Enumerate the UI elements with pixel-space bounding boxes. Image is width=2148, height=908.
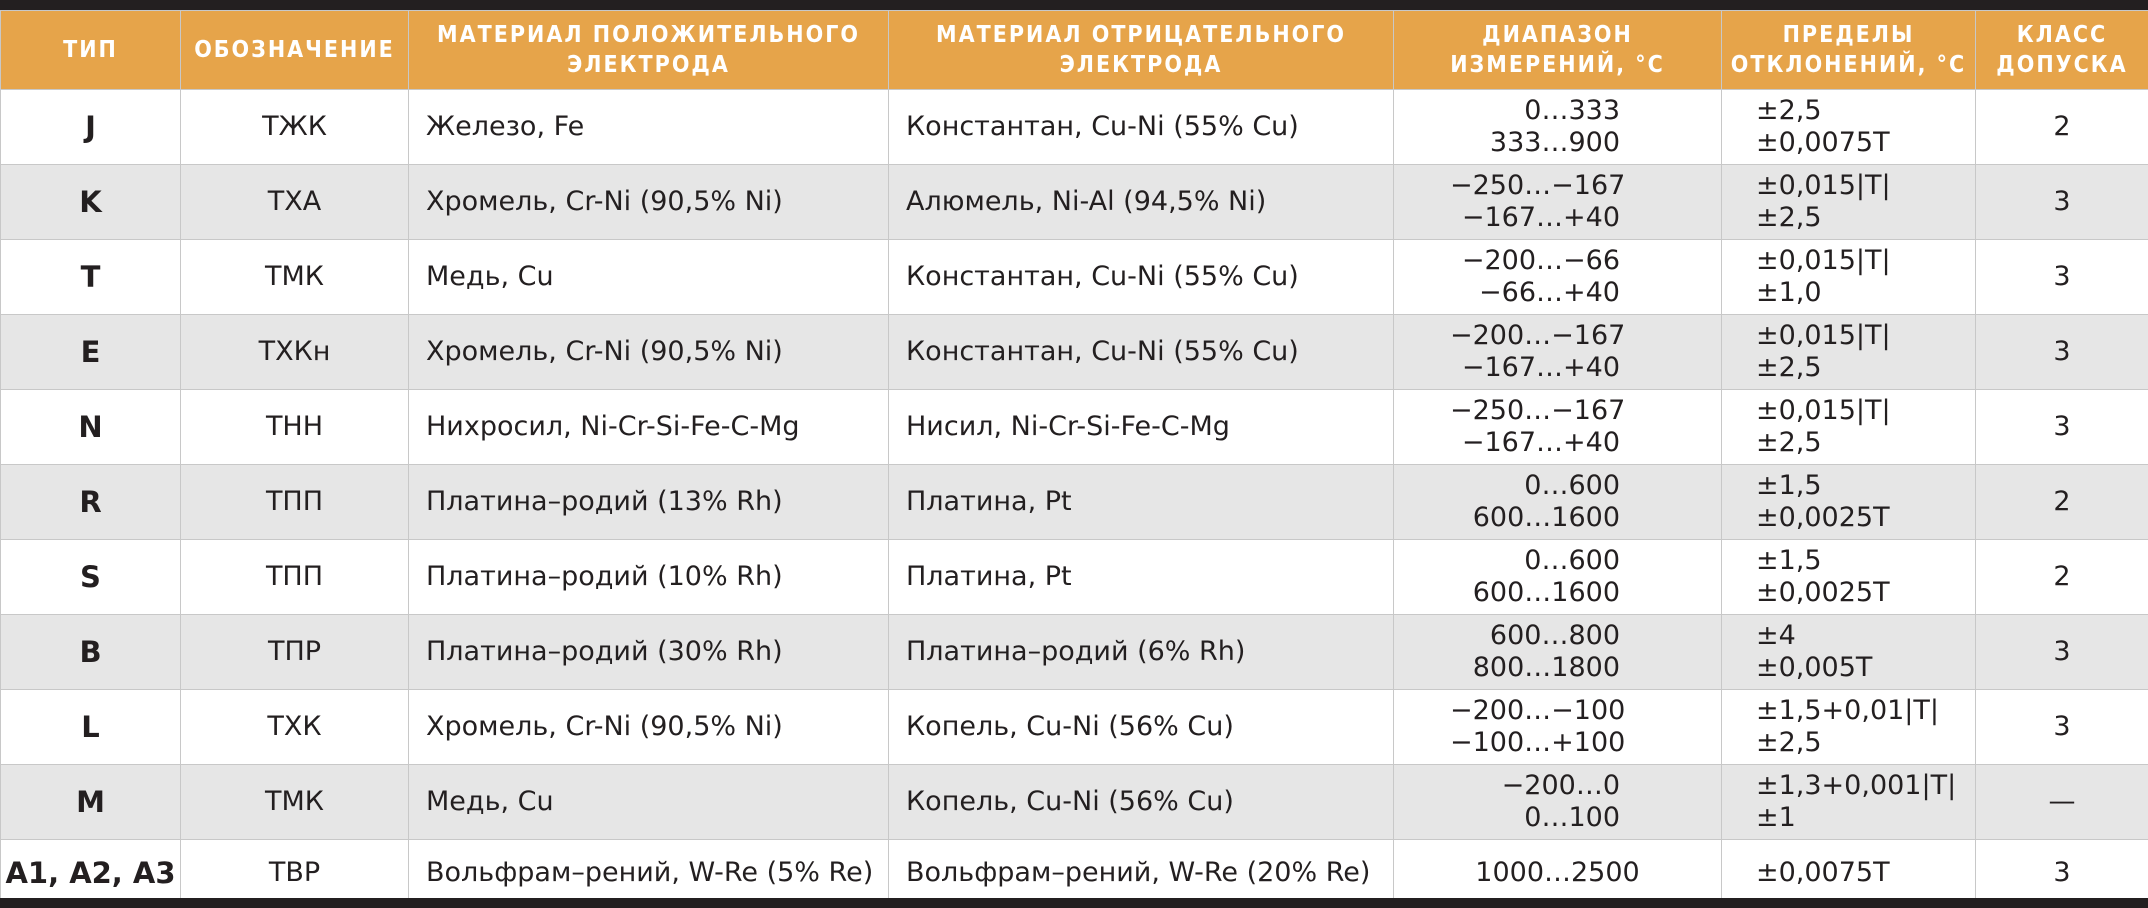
cell-code: ТПП [181, 465, 409, 540]
table-row [1, 765, 2148, 840]
cell-code: ТХК [181, 690, 409, 765]
cell-deviation: ±4 ±0,005T [1722, 615, 1976, 690]
cell-negative-electrode: Константан, Cu-Ni (55% Cu) [889, 90, 1394, 165]
cell-code: ТЖК [181, 90, 409, 165]
table-row [1, 240, 2148, 315]
cell-code: ТВР [181, 840, 409, 907]
cell-type: K [1, 165, 181, 240]
cell-tolerance-class: 3 [1976, 315, 2148, 390]
table-row [1, 90, 2148, 165]
cell-positive-electrode: Медь, Cu [409, 765, 889, 840]
cell-type: L [1, 690, 181, 765]
cell-type: E [1, 315, 181, 390]
cell-deviation: ±1,5 ±0,0025T [1722, 540, 1976, 615]
table-row [1, 315, 2148, 390]
cell-positive-electrode: Хромель, Cr-Ni (90,5% Ni) [409, 315, 889, 390]
cell-negative-electrode: Константан, Cu-Ni (55% Cu) [889, 240, 1394, 315]
thermocouple-table [0, 10, 2148, 907]
cell-type: S [1, 540, 181, 615]
cell-deviation: ±0,015|T| ±2,5 [1722, 390, 1976, 465]
table-row [1, 690, 2148, 765]
cell-code: ТХКн [181, 315, 409, 390]
table-row [1, 615, 2148, 690]
cell-code: ТНН [181, 390, 409, 465]
cell-deviation: ±0,015|T| ±2,5 [1722, 315, 1976, 390]
cell-positive-electrode: Платина–родий (13% Rh) [409, 465, 889, 540]
header-row [1, 11, 2148, 90]
header-tolerance-class: КЛАСС ДОПУСКА [1976, 11, 2148, 90]
cell-tolerance-class: 2 [1976, 90, 2148, 165]
cell-positive-electrode: Хромель, Cr-Ni (90,5% Ni) [409, 165, 889, 240]
cell-tolerance-class: 3 [1976, 840, 2148, 907]
cell-tolerance-class: 2 [1976, 540, 2148, 615]
cell-positive-electrode: Вольфрам–рений, W-Re (5% Re) [409, 840, 889, 907]
cell-tolerance-class: 2 [1976, 465, 2148, 540]
cell-code: ТПР [181, 615, 409, 690]
table-row [1, 165, 2148, 240]
cell-code: ТХА [181, 165, 409, 240]
cell-positive-electrode: Медь, Cu [409, 240, 889, 315]
cell-positive-electrode: Хромель, Cr-Ni (90,5% Ni) [409, 690, 889, 765]
cell-range: 1000…2500 [1394, 840, 1722, 907]
cell-code: ТМК [181, 240, 409, 315]
table-row [1, 390, 2148, 465]
cell-positive-electrode: Железо, Fe [409, 90, 889, 165]
header-type: ТИП [1, 11, 181, 90]
cell-negative-electrode: Вольфрам–рений, W-Re (20% Re) [889, 840, 1394, 907]
header-deviation: ПРЕДЕЛЫ ОТКЛОНЕНИЙ, °С [1722, 11, 1976, 90]
cell-negative-electrode: Копель, Cu-Ni (56% Cu) [889, 690, 1394, 765]
cell-deviation: ±1,5+0,01|T| ±2,5 [1722, 690, 1976, 765]
cell-deviation: ±0,0075T [1722, 840, 1976, 907]
cell-range: −250…−167 −167…+40 [1394, 390, 1722, 465]
header-negative-electrode: МАТЕРИАЛ ОТРИЦАТЕЛЬНОГО ЭЛЕКТРОДА [889, 11, 1394, 90]
cell-range: −200…−167 −167…+40 [1394, 315, 1722, 390]
cell-positive-electrode: Платина–родий (30% Rh) [409, 615, 889, 690]
cell-deviation: ±0,015|T| ±1,0 [1722, 240, 1976, 315]
cell-deviation: ±1,5 ±0,0025T [1722, 465, 1976, 540]
cell-type: R [1, 465, 181, 540]
cell-deviation: ±2,5 ±0,0075T [1722, 90, 1976, 165]
cell-tolerance-class: 3 [1976, 240, 2148, 315]
header-code: ОБОЗНАЧЕНИЕ [181, 11, 409, 90]
cell-tolerance-class: 3 [1976, 615, 2148, 690]
cell-range: 0…600 600…1600 [1394, 540, 1722, 615]
cell-tolerance-class: 3 [1976, 690, 2148, 765]
table-row [1, 540, 2148, 615]
cell-type: N [1, 390, 181, 465]
cell-tolerance-class: 3 [1976, 165, 2148, 240]
cell-type: B [1, 615, 181, 690]
cell-type: J [1, 90, 181, 165]
cell-positive-electrode: Нихросил, Ni-Cr-Si-Fe-C-Mg [409, 390, 889, 465]
header-positive-electrode: МАТЕРИАЛ ПОЛОЖИТЕЛЬНОГО ЭЛЕКТРОДА [409, 11, 889, 90]
cell-negative-electrode: Платина, Pt [889, 540, 1394, 615]
cell-type: A1, A2, A3 [1, 840, 181, 907]
cell-negative-electrode: Копель, Cu-Ni (56% Cu) [889, 765, 1394, 840]
cell-tolerance-class: — [1976, 765, 2148, 840]
cell-range: 0…333 333…900 [1394, 90, 1722, 165]
cell-negative-electrode: Константан, Cu-Ni (55% Cu) [889, 315, 1394, 390]
cell-range: 600…800 800…1800 [1394, 615, 1722, 690]
cell-range: −200…−100 −100…+100 [1394, 690, 1722, 765]
cell-range: −250…−167 −167…+40 [1394, 165, 1722, 240]
cell-negative-electrode: Нисил, Ni-Cr-Si-Fe-C-Mg [889, 390, 1394, 465]
cell-negative-electrode: Алюмель, Ni-Al (94,5% Ni) [889, 165, 1394, 240]
table-row [1, 465, 2148, 540]
cell-negative-electrode: Платина, Pt [889, 465, 1394, 540]
bottom-rule [0, 898, 2148, 908]
cell-type: M [1, 765, 181, 840]
cell-range: −200…−66 −66…+40 [1394, 240, 1722, 315]
cell-deviation: ±0,015|T| ±2,5 [1722, 165, 1976, 240]
cell-positive-electrode: Платина–родий (10% Rh) [409, 540, 889, 615]
header-range: ДИАПАЗОН ИЗМЕРЕНИЙ, °С [1394, 11, 1722, 90]
cell-negative-electrode: Платина–родий (6% Rh) [889, 615, 1394, 690]
cell-code: ТПП [181, 540, 409, 615]
cell-code: ТМК [181, 765, 409, 840]
cell-range: 0…600 600…1600 [1394, 465, 1722, 540]
table-row [1, 840, 2148, 907]
cell-tolerance-class: 3 [1976, 390, 2148, 465]
cell-range: −200…0 0…100 [1394, 765, 1722, 840]
cell-type: T [1, 240, 181, 315]
top-rule [0, 0, 2148, 10]
cell-deviation: ±1,3+0,001|T| ±1 [1722, 765, 1976, 840]
